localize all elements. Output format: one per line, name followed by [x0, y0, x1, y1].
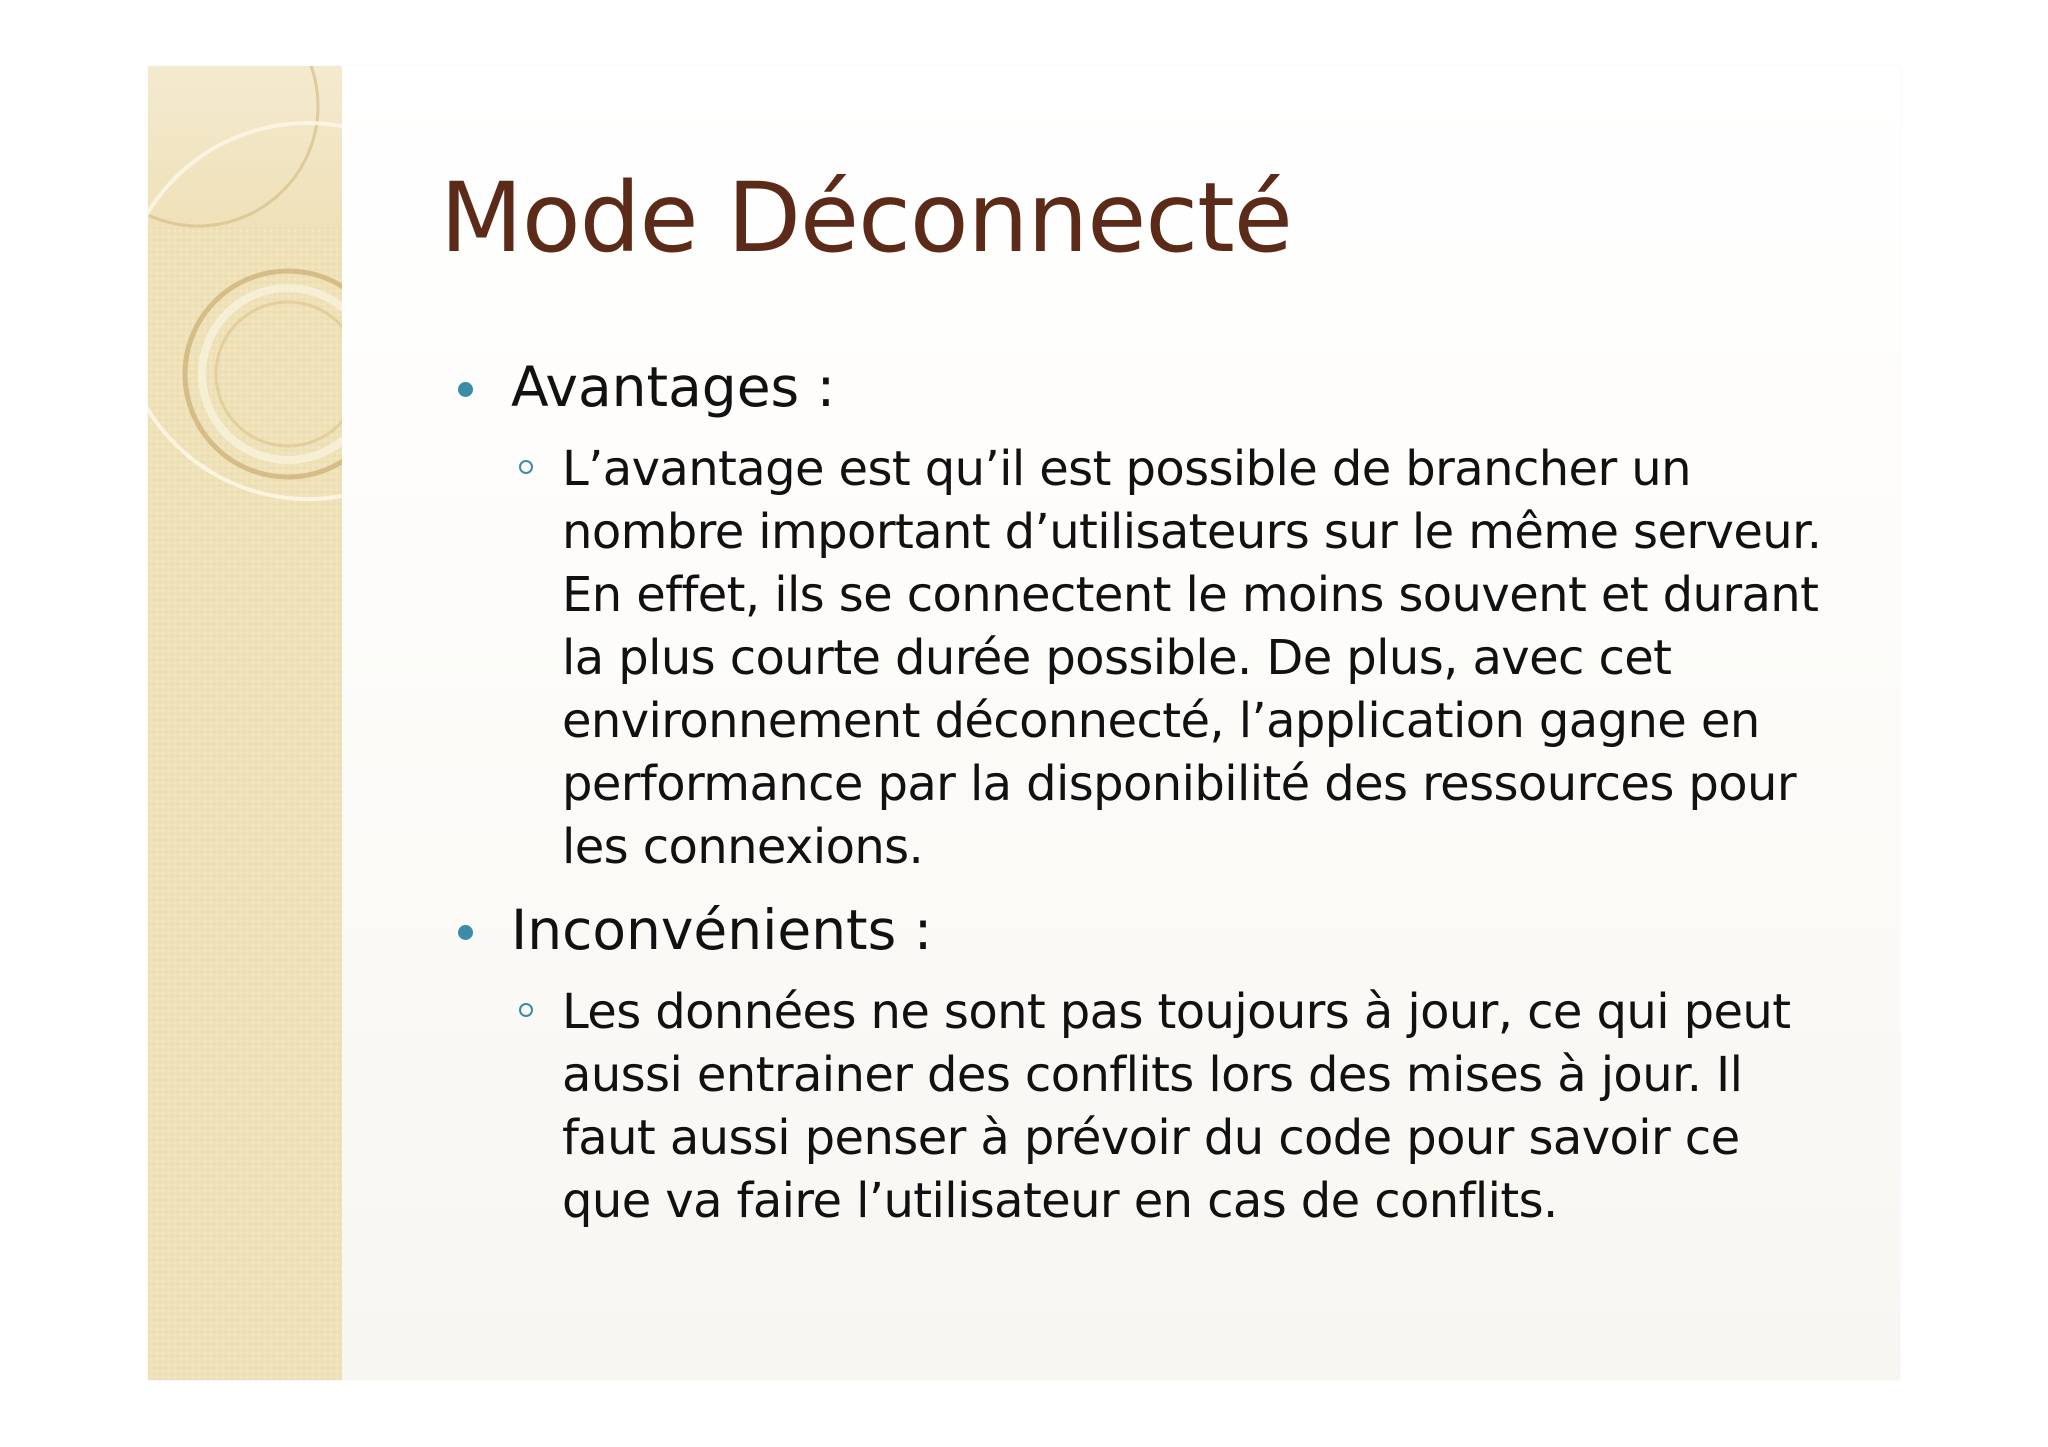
bullet-icon — [458, 382, 473, 397]
sub-bullet-icon — [519, 1003, 533, 1017]
body-line: faut aussi penser à prévoir du code pour savoir ce — [562, 1110, 1740, 1166]
avantages-body — [562, 438, 1862, 879]
bullet-icon — [458, 925, 473, 940]
sidebar-rings-icon — [148, 66, 342, 1380]
body-line: nombre important d’utilisateurs sur le même serveur. — [562, 504, 1822, 560]
body-line: environnement déconnecté, l’application gagne en — [562, 693, 1760, 749]
body-line: les connexions. — [562, 819, 924, 875]
body-line: Les données ne sont pas toujours à jour, ce qui peut — [562, 984, 1791, 1040]
body-line: L’avantage est qu’il est possible de brancher un — [562, 441, 1691, 497]
sub-bullet-icon — [519, 460, 533, 474]
body-line: la plus courte durée possible. De plus, avec cet — [562, 630, 1672, 686]
body-line: En effet, ils se connectent le moins souvent et durant — [562, 567, 1819, 623]
slide-title: Mode Déconnecté — [440, 162, 1292, 274]
bullet-heading: Inconvénients : — [511, 898, 933, 962]
decorative-sidebar — [148, 66, 342, 1380]
body-line: performance par la disponibilité des ressources pour — [562, 756, 1796, 812]
body-line: que va faire l’utilisateur en cas de conflits. — [562, 1173, 1558, 1229]
body-line: aussi entrainer des conflits lors des mises à jour. Il — [562, 1047, 1743, 1103]
bullet-heading: Avantages : — [511, 355, 836, 419]
inconvenients-body — [562, 981, 1862, 1233]
